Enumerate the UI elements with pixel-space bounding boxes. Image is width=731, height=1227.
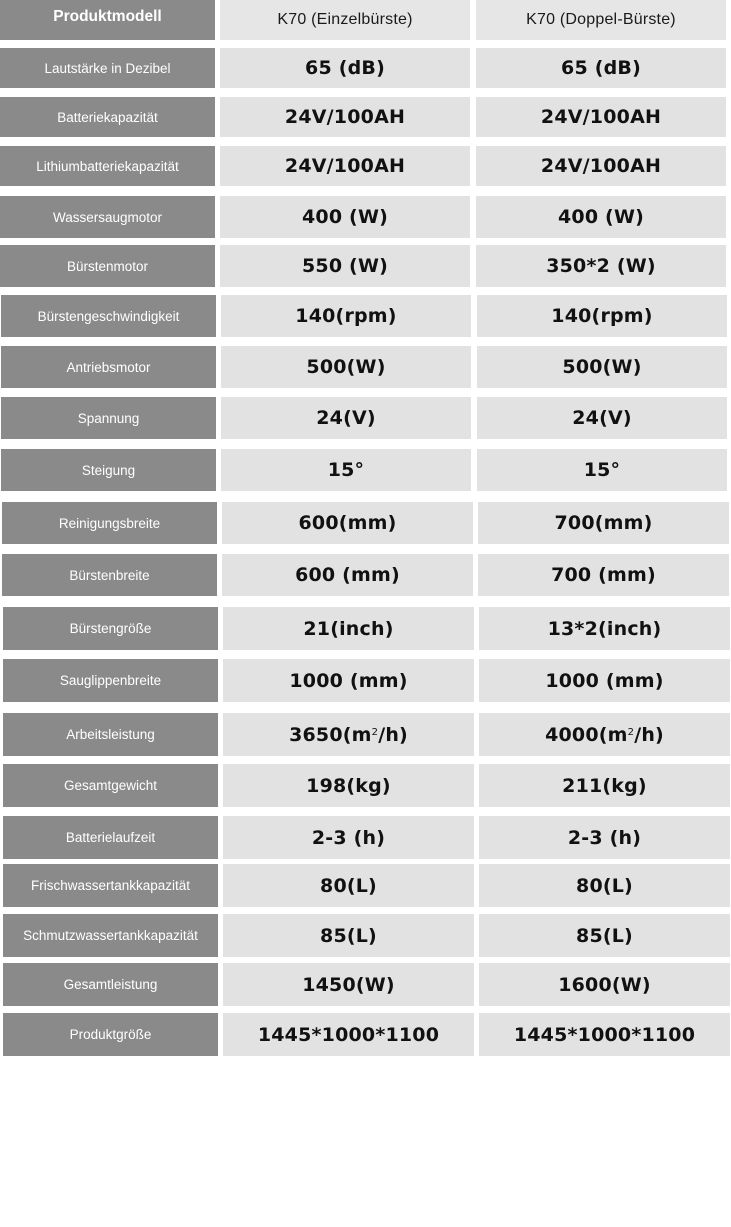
- row-col2: 2-3 (h): [479, 816, 730, 859]
- table-row: [0, 914, 731, 957]
- row-col1: 24(V): [221, 397, 471, 439]
- table-row: [0, 607, 731, 650]
- row-col1: 24V/100AH: [220, 97, 470, 137]
- header-label: Produktmodell: [0, 0, 215, 40]
- row-col2: 4000(m $^2$ /h): [479, 713, 730, 756]
- table-row: [0, 864, 731, 907]
- row-label: Bürstenbreite: [2, 554, 217, 596]
- row-col1: 15°: [221, 449, 471, 491]
- table-row: [0, 554, 731, 596]
- row-col2: 700 (mm): [478, 554, 729, 596]
- row-label: Lautstärke in Dezibel: [0, 48, 215, 88]
- row-label: Bürstengeschwindigkeit: [1, 295, 216, 337]
- header-col2: K70 (Doppel-Bürste): [476, 0, 726, 40]
- row-label: Steigung: [1, 449, 216, 491]
- row-col1: 65 (dB): [220, 48, 470, 88]
- row-col1: 1450(W): [223, 963, 474, 1006]
- row-col1: 80(L): [223, 864, 474, 907]
- row-label: Produktgröße: [3, 1013, 218, 1056]
- table-row: [0, 196, 731, 238]
- row-col2: 400 (W): [476, 196, 726, 238]
- work-rate-col1-number: 3650(m: [289, 723, 372, 746]
- row-col1: 2-3 (h): [223, 816, 474, 859]
- row-col2: 80(L): [479, 864, 730, 907]
- table-row: [0, 764, 731, 807]
- row-col2: 24(V): [477, 397, 727, 439]
- row-col2: 65 (dB): [476, 48, 726, 88]
- row-col1: 1000 (mm): [223, 659, 474, 702]
- table-header-row: [0, 0, 731, 40]
- table-row: [0, 295, 731, 337]
- table-row: [0, 1013, 731, 1056]
- row-label: Reinigungsbreite: [2, 502, 217, 544]
- row-col2: 700(mm): [478, 502, 729, 544]
- table-row: [0, 502, 731, 544]
- row-col2: 211(kg): [479, 764, 730, 807]
- table-row: [0, 245, 731, 287]
- row-col2: 24V/100AH: [476, 97, 726, 137]
- row-label: Antriebsmotor: [1, 346, 216, 388]
- row-col1: 600(mm): [222, 502, 473, 544]
- table-row: [0, 449, 731, 491]
- row-col1: 550 (W): [220, 245, 470, 287]
- row-label: Gesamtleistung: [3, 963, 218, 1006]
- table-row: [0, 816, 731, 859]
- row-col2: 15°: [477, 449, 727, 491]
- table-row: [0, 48, 731, 88]
- table-row: [0, 659, 731, 702]
- row-label: Spannung: [1, 397, 216, 439]
- row-label: Arbeitsleistung: [3, 713, 218, 756]
- table-row: [0, 397, 731, 439]
- row-col1: 3650(m $^2$ /h): [223, 713, 474, 756]
- row-col2: 13*2(inch): [479, 607, 730, 650]
- row-col2: 500(W): [477, 346, 727, 388]
- row-col2: 1445*1000*1100: [479, 1013, 730, 1056]
- row-col1: 500(W): [221, 346, 471, 388]
- work-rate-col2-number: 4000(m: [545, 723, 628, 746]
- row-label: Batterielaufzeit: [3, 816, 218, 859]
- row-col1: 140(rpm): [221, 295, 471, 337]
- table-row: [0, 146, 731, 186]
- row-col2: 1600(W): [479, 963, 730, 1006]
- row-col2: 350*2 (W): [476, 245, 726, 287]
- row-label: Lithiumbatteriekapazität: [0, 146, 215, 186]
- row-col1: 600 (mm): [222, 554, 473, 596]
- table-row: [0, 97, 731, 137]
- row-label: Sauglippenbreite: [3, 659, 218, 702]
- table-row: [0, 713, 731, 756]
- row-label: Frischwassertankkapazität: [3, 864, 218, 907]
- row-col1: 24V/100AH: [220, 146, 470, 186]
- row-label: Wassersaugmotor: [0, 196, 215, 238]
- row-col2: 1000 (mm): [479, 659, 730, 702]
- row-col2: 24V/100AH: [476, 146, 726, 186]
- row-label: Bürstenmotor: [0, 245, 215, 287]
- row-label: Gesamtgewicht: [3, 764, 218, 807]
- work-rate-col2-tail: /h): [634, 723, 664, 746]
- table-row: [0, 346, 731, 388]
- row-col1: 21(inch): [223, 607, 474, 650]
- row-label: Schmutzwassertankkapazität: [3, 914, 218, 957]
- table-row: [0, 963, 731, 1006]
- header-col1: K70 (Einzelbürste): [220, 0, 470, 40]
- row-col2: 140(rpm): [477, 295, 727, 337]
- work-rate-col1-tail: /h): [378, 723, 408, 746]
- row-col1: 198(kg): [223, 764, 474, 807]
- row-col1: 85(L): [223, 914, 474, 957]
- row-label: Bürstengröße: [3, 607, 218, 650]
- row-col2: 85(L): [479, 914, 730, 957]
- row-label: Batteriekapazität: [0, 97, 215, 137]
- row-col1: 1445*1000*1100: [223, 1013, 474, 1056]
- row-col1: 400 (W): [220, 196, 470, 238]
